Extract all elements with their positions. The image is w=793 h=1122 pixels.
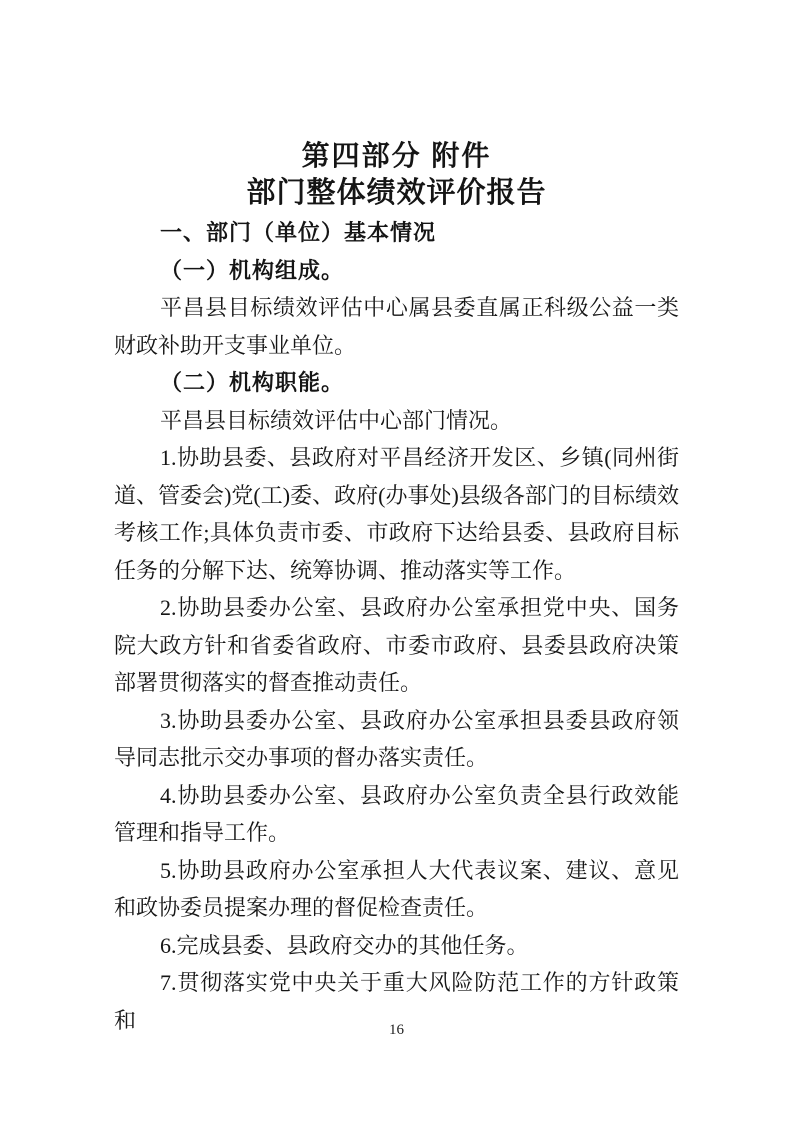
paragraph: 1.协助县委、县政府对平昌经济开发区、乡镇(同州街道、管委会)党(工)委、政府(办事处)县级各部门的目标绩效考核工作;具体负责市委、市政府下达给县委、县政府目标任务的分解下达、统筹协调、推动落实等工作。 [114, 445, 679, 583]
page-number: 16 [389, 1022, 404, 1038]
paragraph: 5.协助县政府办公室承担人大代表议案、建议、意见和政协委员提案办理的督促检查责任。 [114, 857, 679, 920]
section-heading: 一、部门（单位）基本情况 [160, 220, 437, 245]
document-body [114, 214, 679, 1039]
section-heading: （一）机构组成。 [160, 257, 345, 283]
document-title-report: 部门整体绩效评价报告 [246, 177, 547, 209]
document-title-part: 第四部分 附件 [301, 140, 492, 171]
paragraph: 4.协助县委办公室、县政府办公室负责全县行政效能管理和指导工作。 [114, 782, 679, 845]
paragraph: 2.协助县委办公室、县政府办公室承担党中央、国务院大政方针和省委省政府、市委市政府、县委县政府决策部署贯彻落实的督查推动责任。 [114, 595, 679, 695]
paragraph: 7.贯彻落实党中央关于重大风险防范工作的方针政策和 [114, 970, 679, 1033]
paragraph: 6.完成县委、县政府交办的其他任务。 [160, 932, 529, 958]
paragraph: 3.协助县委办公室、县政府办公室承担县委县政府领导同志批示交办事项的督办落实责任。 [114, 707, 679, 770]
paragraph: 平昌县目标绩效评估中心部门情况。 [160, 407, 513, 433]
section-heading: （二）机构职能。 [160, 370, 345, 395]
paragraph: 平昌县目标绩效评估中心属县委直属正科级公益一类财政补助开支事业单位。 [114, 295, 679, 358]
